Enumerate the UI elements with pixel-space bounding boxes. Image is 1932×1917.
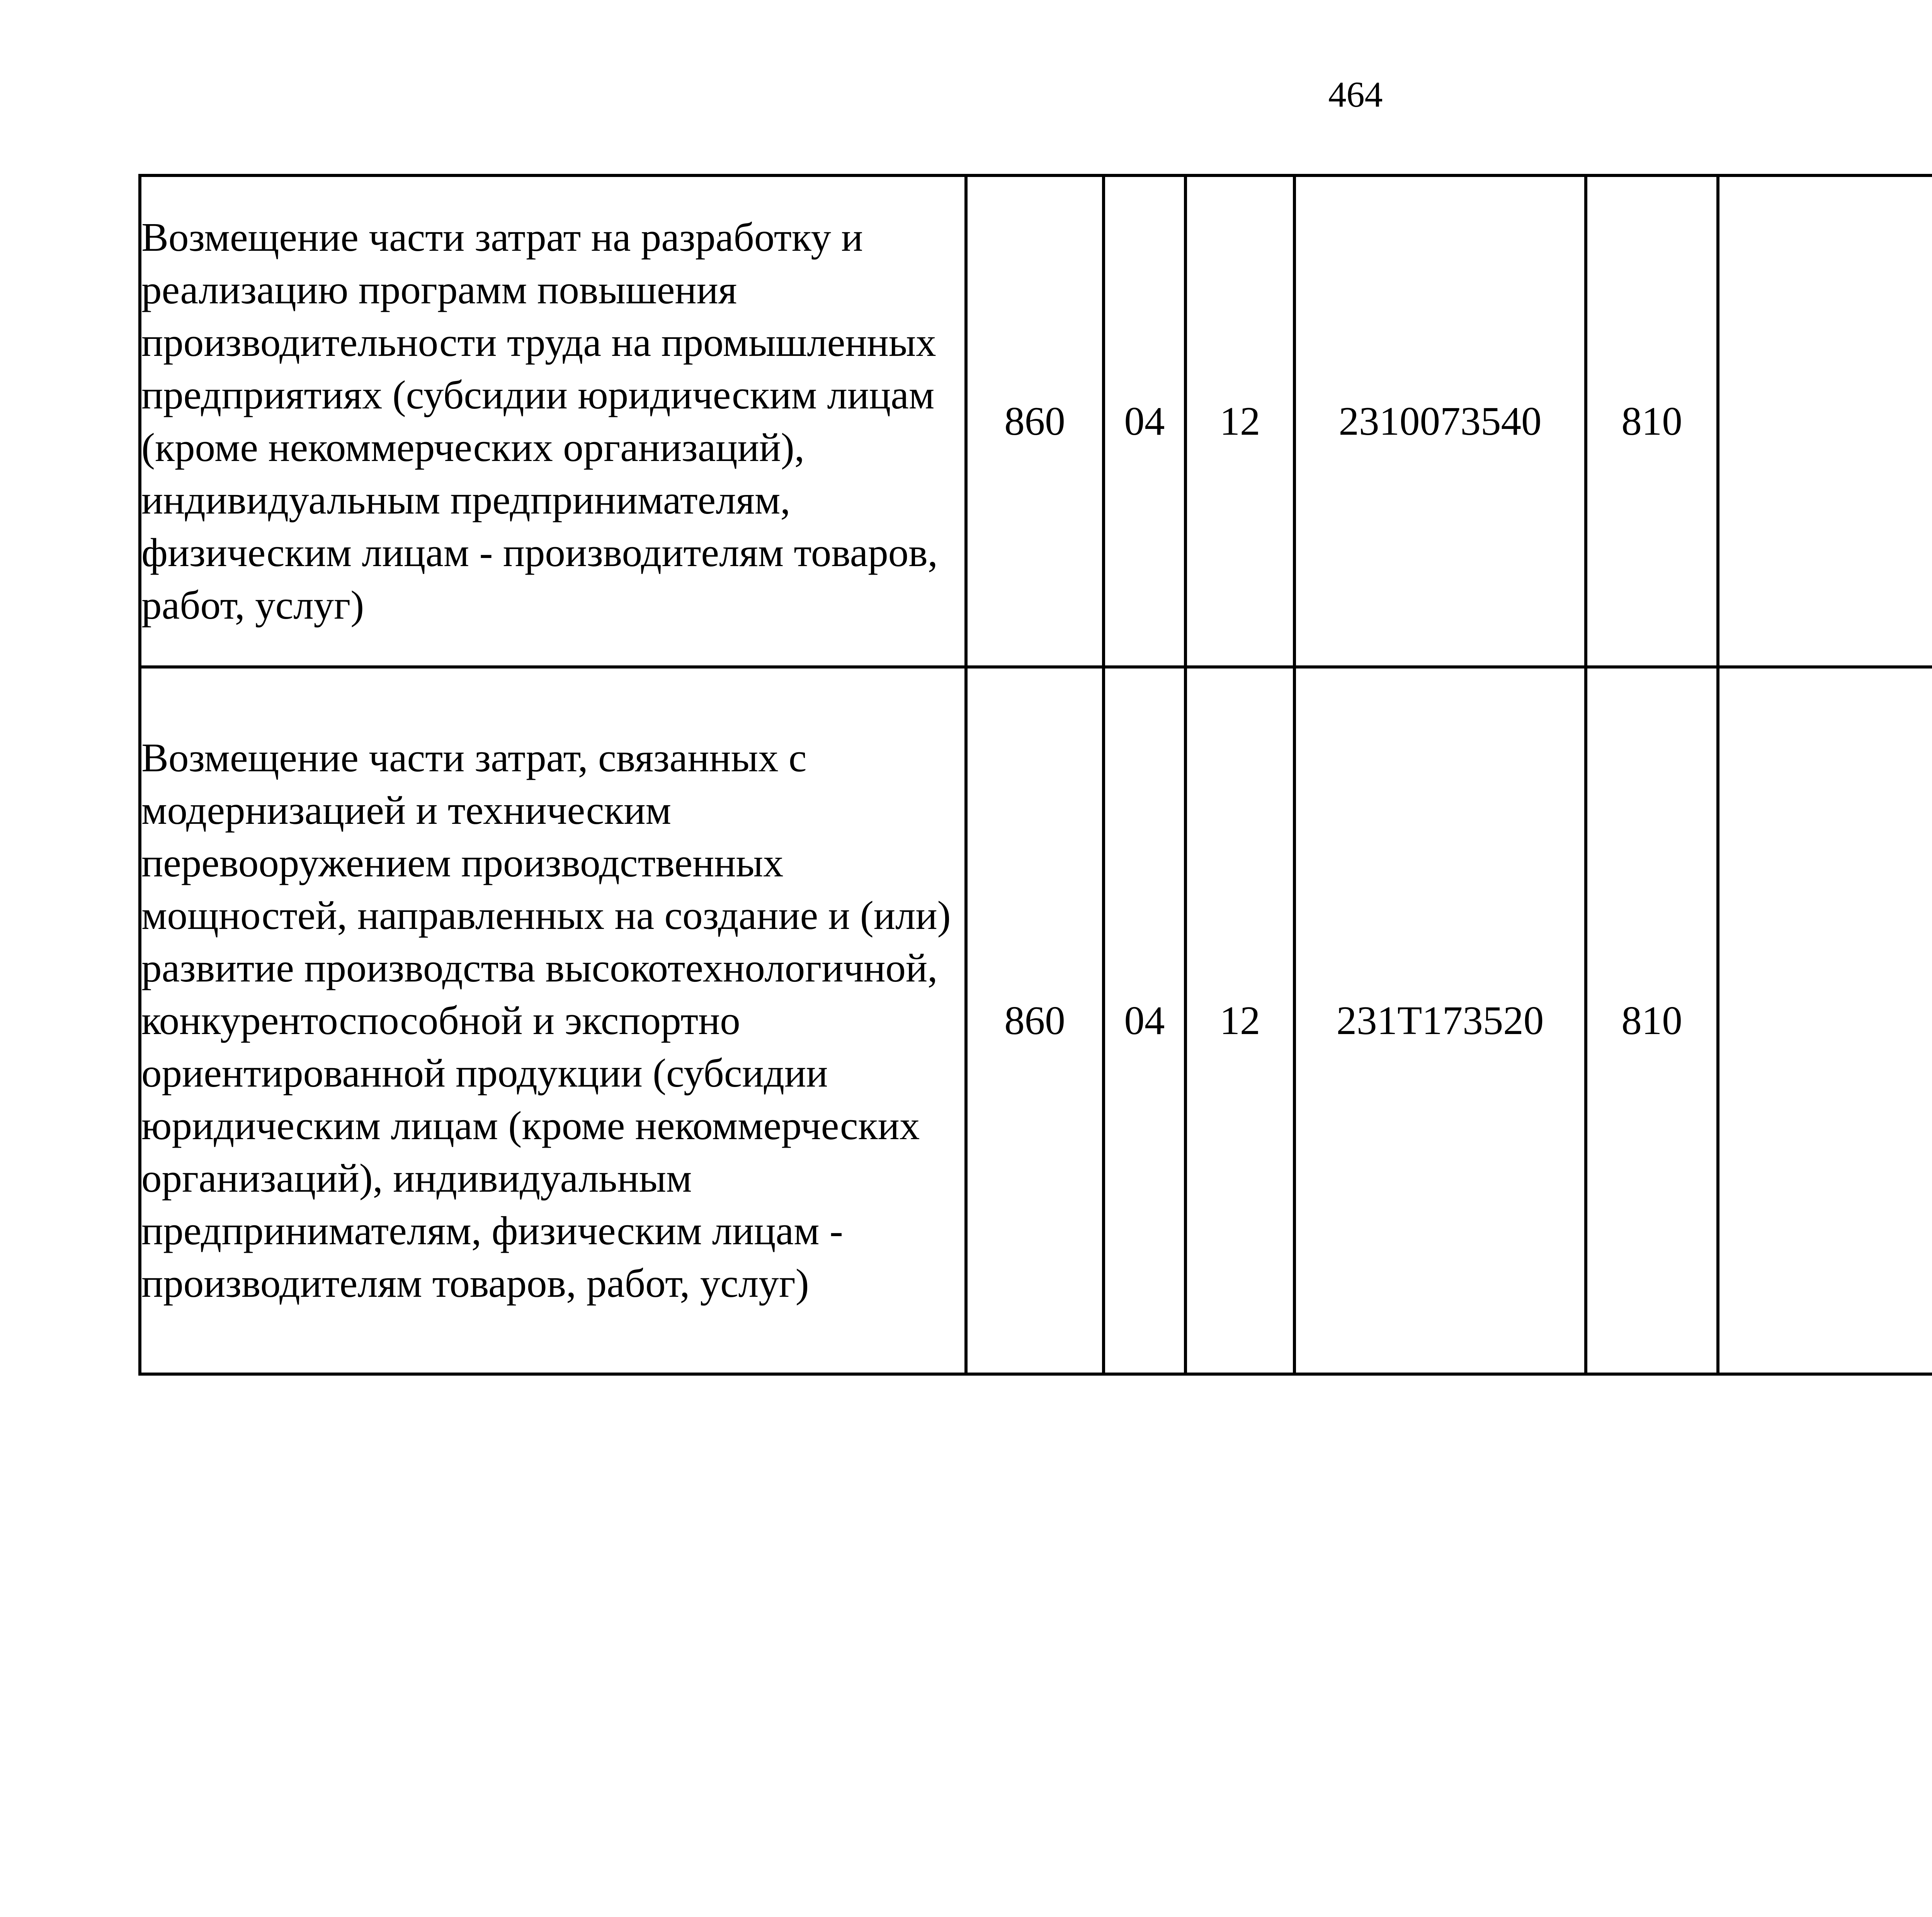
page-number: 464 bbox=[1328, 75, 1383, 115]
expense-type-code: 810 bbox=[1586, 175, 1718, 667]
row-description: Возмещение части затрат, связанных с модернизацией и техническим перевооружением производственных мощностей, направленных на создание и (или) развитие производства высокотехнологичной, конкурентоспособной и экспортно ориентированной продукции (субсидии юридическим лицам (кроме некоммерческих организаций), индивидуальным предпринимателям, физическим лицам - производителям товаров, работ, услуг) bbox=[140, 667, 966, 1374]
ministry-code: 860 bbox=[966, 667, 1104, 1374]
row-description: Возмещение части затрат на разработку и реализацию программ повышения производительности труда на промышленных предприятиях (субсидии юридическим лицам (кроме некоммерческих организаций), индивидуальным предпринимателям, физическим лицам - производителям товаров, работ, услуг) bbox=[140, 175, 966, 667]
section-code: 04 bbox=[1104, 667, 1185, 1374]
target-article-code: 2310073540 bbox=[1294, 175, 1586, 667]
budget-table bbox=[138, 174, 1932, 1376]
target-article-code: 231Т173520 bbox=[1294, 667, 1586, 1374]
ministry-code: 860 bbox=[966, 175, 1104, 667]
section-code: 04 bbox=[1104, 175, 1185, 667]
table-row bbox=[140, 175, 1932, 667]
expense-type-code: 810 bbox=[1586, 667, 1718, 1374]
empty-cell bbox=[1718, 667, 1932, 1374]
empty-cell bbox=[1718, 175, 1932, 667]
subsection-code: 12 bbox=[1185, 667, 1294, 1374]
table-row bbox=[140, 667, 1932, 1374]
subsection-code: 12 bbox=[1185, 175, 1294, 667]
